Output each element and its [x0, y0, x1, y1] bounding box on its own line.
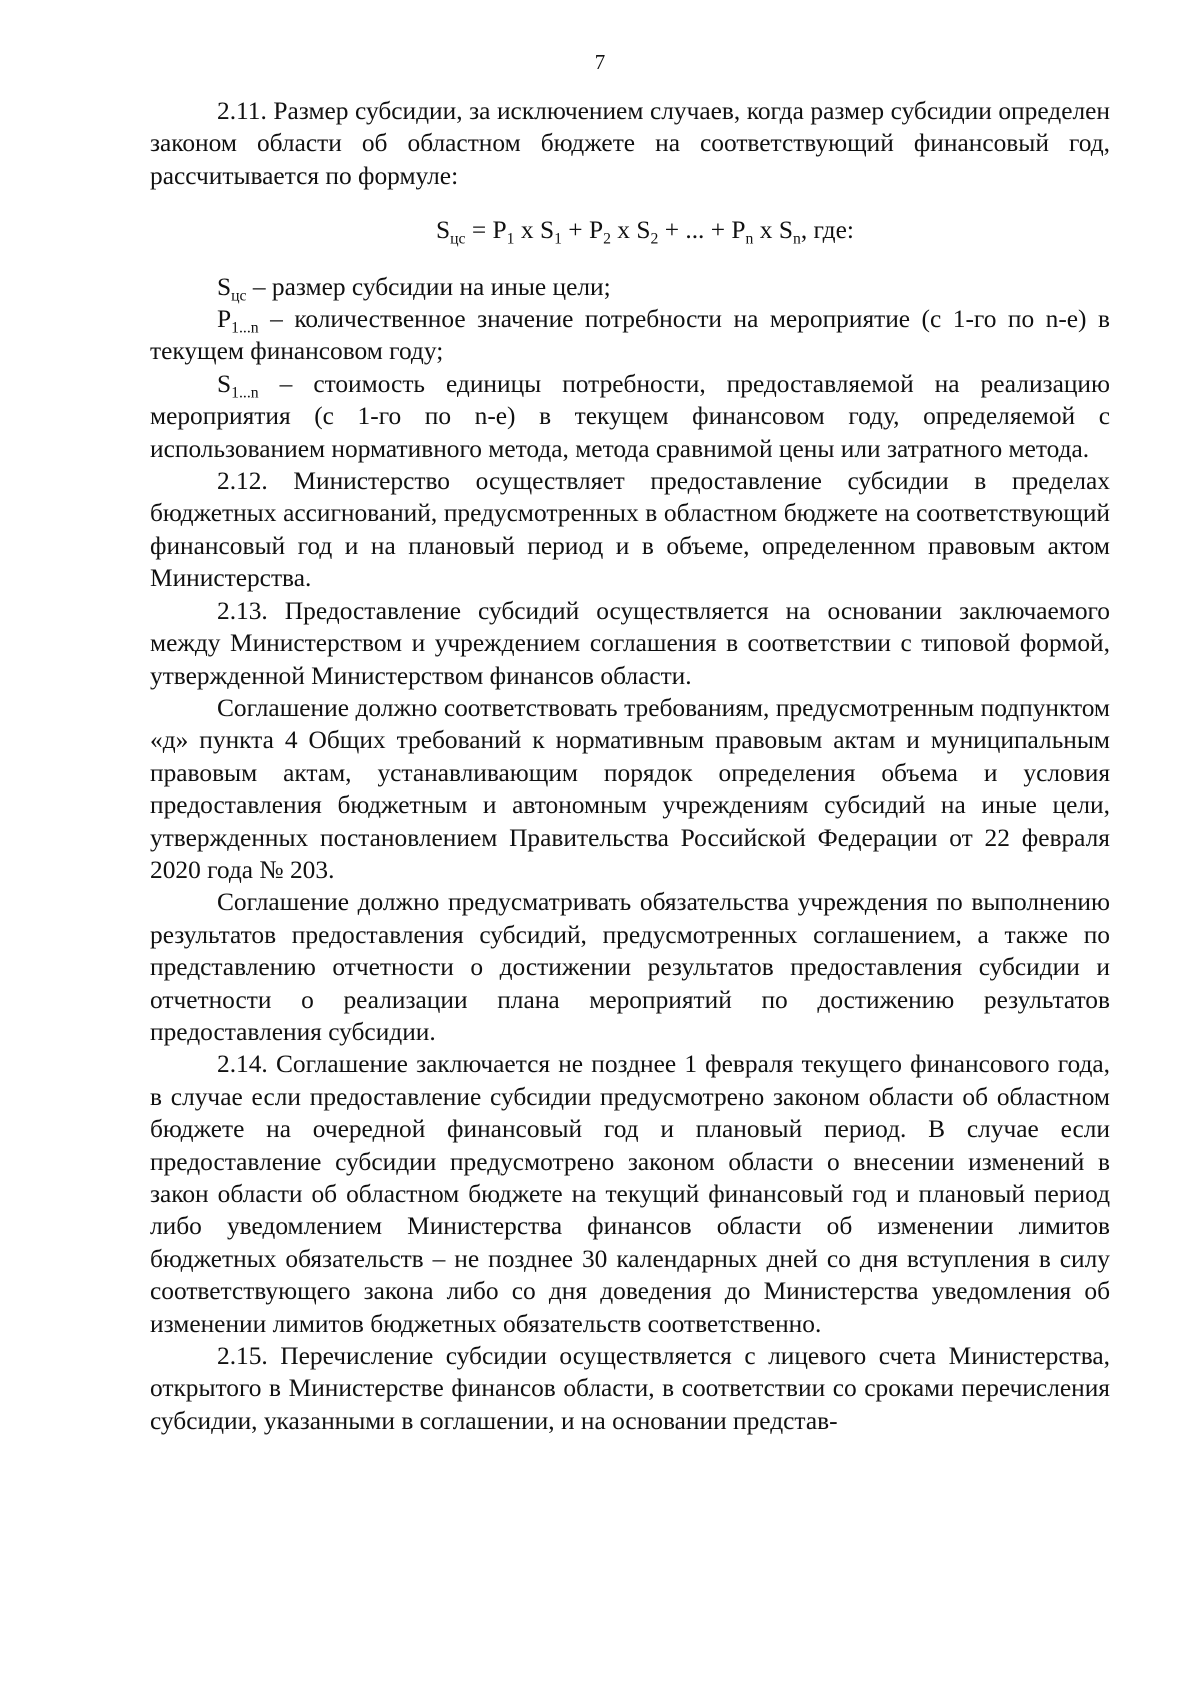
paragraph-agreement-obligations: Соглашение должно предусматривать обязательства учреждения по выполнению результатов предоставления субсидий, предусмотренных соглашением, а также по представлению отчетности о достижении результатов предоставления субсидии и отчетности о реализации плана мероприятий по достижению результатов предоставления субсидии. — [150, 888, 1110, 1046]
paragraph-agreement-requirements: Соглашение должно соответствовать требованиям, предусмотренным подпунктом «д» пункта 4 Общих требований к нормативным правовым актам и муниципальным правовым актам, устанавливающим порядок определения объема и условия предоставления бюджетным и автономным учреждениям субсидий на иные цели, утвержденных постановлением Правительства Российской Федерации от 22 февраля 2020 года № 203. — [150, 693, 1110, 884]
formula-s-main-sub: цс — [450, 230, 466, 248]
paragraph-2-13: 2.13. Предоставление субсидий осуществляется на основании заключаемого между Министерством и учреждением соглашения в соответствии с типовой формой, утвержденной Министерством финансов области. — [150, 596, 1110, 690]
formula-plus2: + ... + P — [658, 216, 746, 245]
definition-s-1-n — [150, 368, 1110, 465]
definition-symbol: $S_{цс}$ — [217, 272, 247, 305]
definition-text: – размер субсидии на иные цели; — [246, 272, 611, 301]
formula-x2: x S — [610, 216, 651, 245]
formula-x1: x S — [514, 216, 555, 245]
formula-x3: x S — [753, 216, 793, 245]
paragraph-2-11: 2.11. Размер субсидии, за исключением случаев, когда размер субсидии определен законом области об областном бюджете на соответствующий финансовый год, рассчитывается по формуле: — [150, 97, 1110, 190]
paragraph-2-15: 2.15. Перечисление субсидии осуществляется с лицевого счета Министерства, открытого в Министерстве финансов области, в соответствии со сроками перечисления субсидии, указанными в соглашении, и на основании представ- — [150, 1342, 1110, 1435]
formula-eq: = P — [465, 216, 507, 245]
definition-p-1-n — [150, 303, 1110, 368]
definition-symbol: $S_{1...n}$ — [217, 369, 259, 402]
paragraph-2-14: 2.14. Соглашение заключается не позднее 1 февраля текущего финансового года, в случае если предоставление субсидии предусмотрено законом области об областном бюджете на очередной финансовый год и плановый период. В случае если предоставление субсидии предусмотрено законом области о внесении изменений в закон области об областном бюджете на текущий финансовый год и плановый период либо уведомлением Министерства финансов области об изменении лимитов бюджетных обязательств – не позднее 30 календарных дней со дня вступления в силу соответствующего закона либо со дня доведения до Министерства уведомления об изменении лимитов бюджетных обязательств соответственно. — [150, 1050, 1110, 1338]
subsidy-formula — [150, 214, 1110, 246]
formula-s-main: S — [436, 216, 451, 245]
formula-s1-sub: 1 — [554, 230, 562, 248]
definition-symbol: $P_{1...n}$ — [217, 305, 259, 337]
definition-text: – количественное значение потребности на мероприятие (с 1-го по n-е) в текущем финансовом году; — [150, 305, 1110, 366]
formula-p1-sub: 1 — [506, 230, 515, 248]
page-number: 7 — [594, 50, 606, 74]
formula-s2-sub: 2 — [650, 230, 659, 248]
definition-s-cs — [150, 271, 1110, 303]
definition-text: – стоимость единицы потребности, предоставляемой на реализацию мероприятия (с 1-го по n-е) в текущем финансовом году, определяемой с использованием нормативного метода, метода сравнимой цены или затратного метода. — [150, 369, 1110, 463]
formula-p2-sub: 2 — [603, 230, 611, 248]
formula-tail: , где: — [800, 216, 854, 245]
formula-pn-sub: n — [745, 230, 754, 248]
formula-sn-sub: n — [792, 230, 801, 248]
document-body — [150, 95, 1110, 1437]
paragraph-2-12: 2.12. Министерство осуществляет предоставление субсидии в пределах бюджетных ассигнований, предусмотренных в областном бюджете на соответствующий финансовый год и на плановый период и в объеме, определенном правовым актом Министерства. — [150, 467, 1110, 593]
formula-plus1: + P — [561, 216, 604, 245]
